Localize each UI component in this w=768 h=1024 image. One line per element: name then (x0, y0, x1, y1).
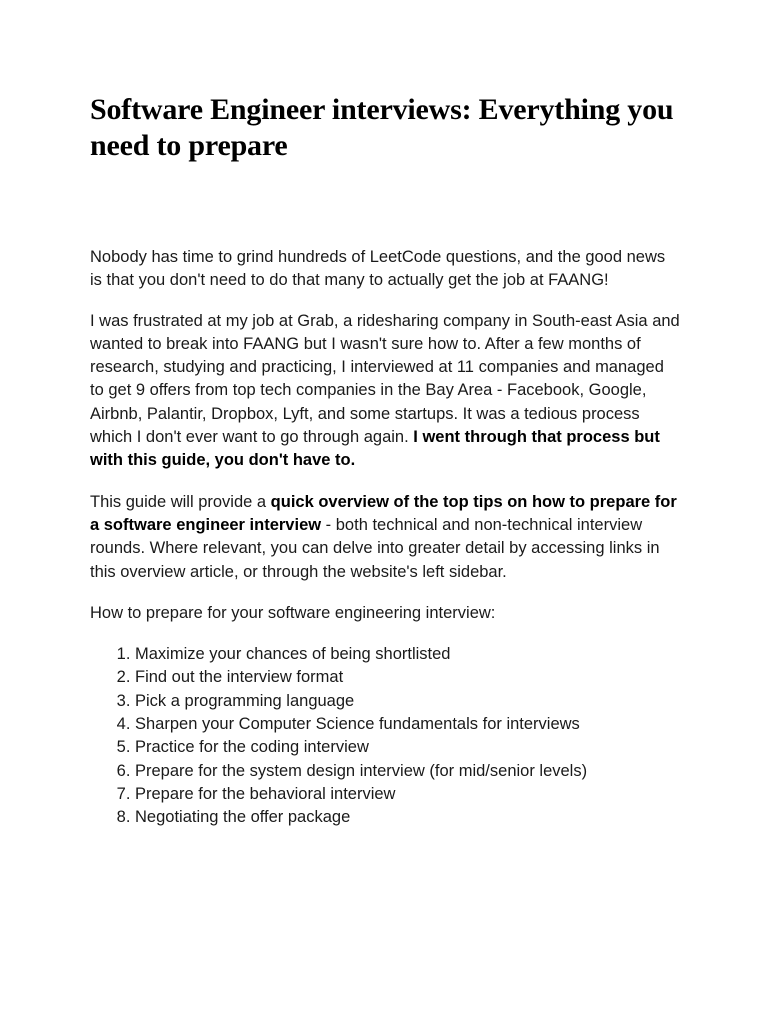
guide-bold-text: quick overview of the top tips on how to prepare for a software engineer interview (90, 492, 677, 534)
guide-lead-text: This guide will provide a (90, 492, 271, 511)
list-item: 6. Prepare for the system design interview (for mid/senior levels) (135, 760, 680, 783)
list-item: 1. Maximize your chances of being shortlisted (135, 643, 680, 666)
story-paragraph (90, 310, 680, 473)
list-item: 5. Practice for the coding interview (135, 736, 680, 759)
list-item: 2. Find out the interview format (135, 666, 680, 689)
list-item: 3. Pick a programming language (135, 690, 680, 713)
list-item: 8. Negotiating the offer package (135, 806, 680, 829)
story-text: I was frustrated at my job at Grab, a ridesharing company in South-east Asia and wanted to break into FAANG but I wasn't sure how to. After a few months of research, studying and practicing, I interviewed at 11 companies and managed to get 9 offers from top tech companies in the Bay Area - Facebook, Google, Airbnb, Palantir, Dropbox, Lyft, and some startups. It was a tedious process which I don't ever want to go through again. (90, 311, 680, 447)
guide-rest-text: - both technical and non-technical interview rounds. Where relevant, you can delve into greater detail by accessing links in this overview article, or through the website's left sidebar. (90, 515, 660, 581)
intro-paragraph: Nobody has time to grind hundreds of LeetCode questions, and the good news is that you don't need to do that many to actually get the job at FAANG! (90, 248, 666, 290)
article-title: Software Engineer interviews: Everything you need to prepare (90, 93, 674, 162)
guide-paragraph (90, 491, 680, 584)
document-page (90, 92, 680, 830)
story-bold-text: I went through that process but with this guide, you don't have to. (90, 428, 660, 470)
list-intro-paragraph: How to prepare for your software engineering interview: (90, 603, 496, 622)
list-item: 4. Sharpen your Computer Science fundamentals for interviews (135, 713, 680, 736)
article-body (90, 246, 680, 830)
list-item: 7. Prepare for the behavioral interview (135, 783, 680, 806)
steps-list (90, 643, 680, 829)
